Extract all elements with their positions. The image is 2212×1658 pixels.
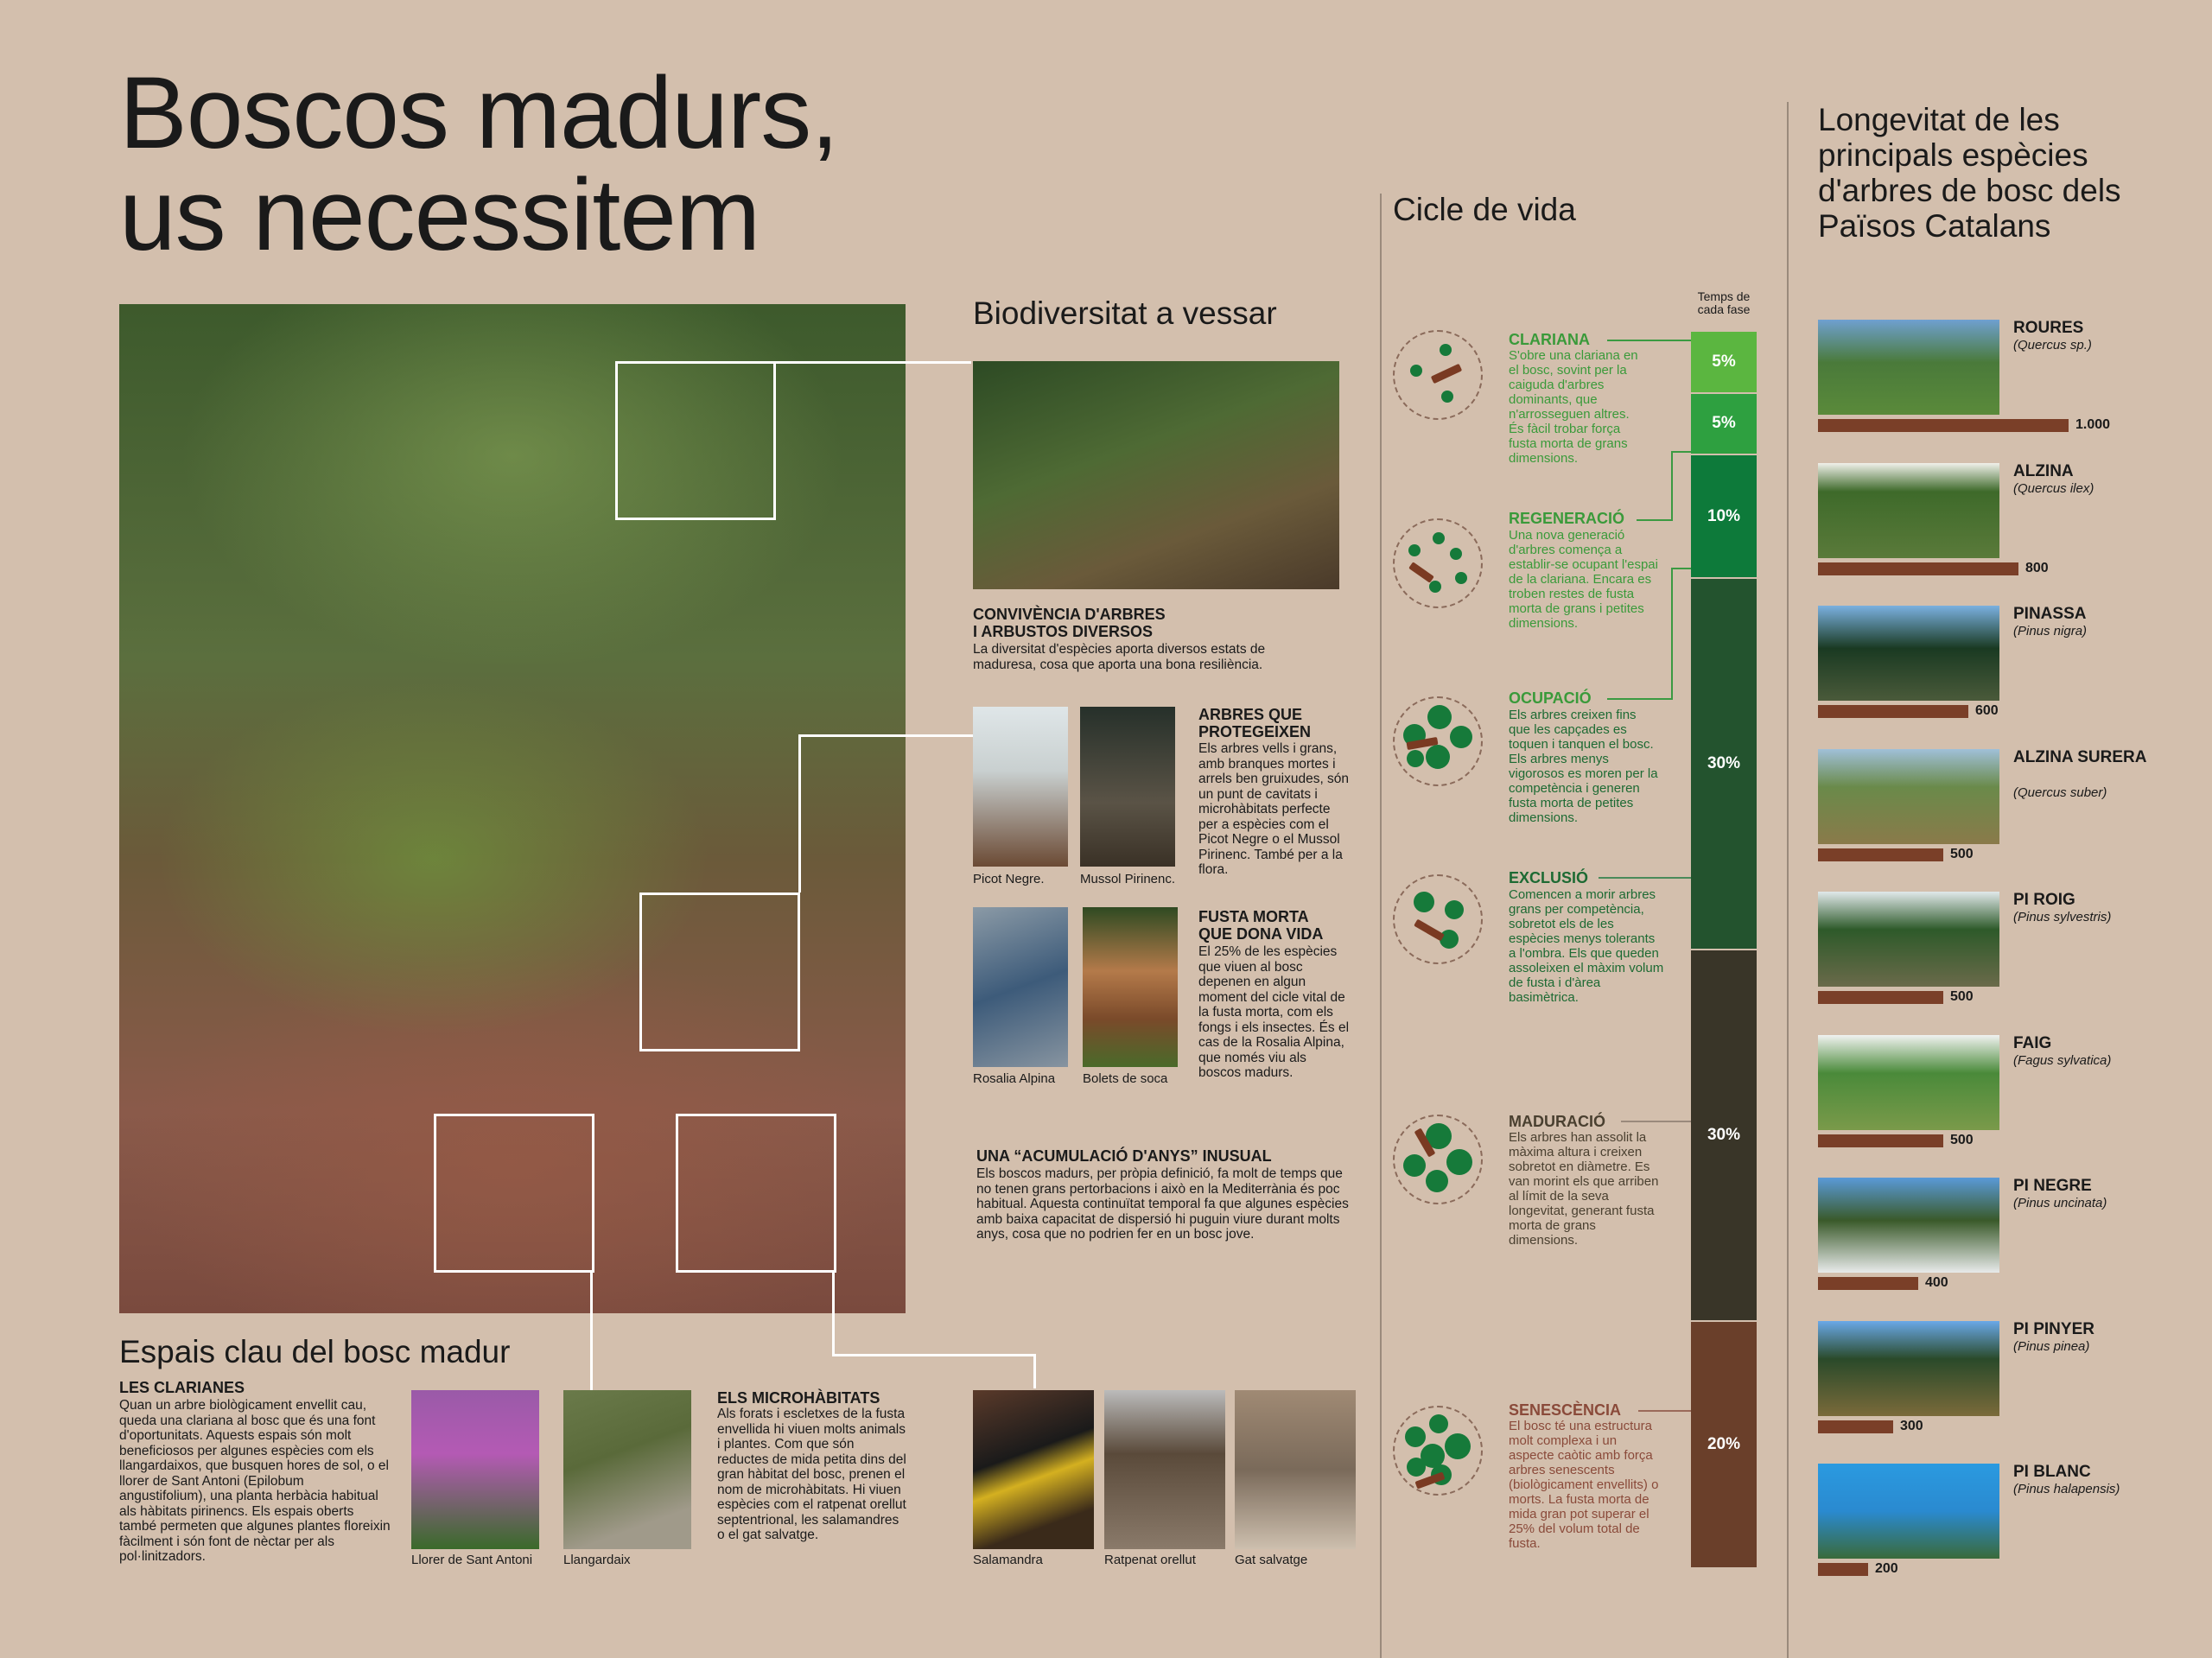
tree-photo <box>1818 1178 1999 1273</box>
tree-name: ROURES <box>2013 319 2084 337</box>
rosalia-photo <box>973 907 1068 1067</box>
connector-line <box>1671 451 1692 453</box>
connector-line <box>1033 1354 1036 1388</box>
fusta-title: FUSTA MORTA QUE DONA VIDA <box>1198 908 1324 943</box>
stage-name-exclusio: EXCLUSIÓ <box>1509 869 1589 886</box>
phase-segment <box>1691 394 1757 454</box>
tree-scientific-name: (Pinus nigra) <box>2013 624 2088 638</box>
longevity-bar <box>1818 1563 1868 1576</box>
connector-line <box>1671 568 1692 569</box>
connector-line <box>1671 451 1673 520</box>
longevitat-heading: Longevitat de les principals espècies d'arbres de bosc dels Països Catalans <box>1818 102 2121 245</box>
caption-picot: Picot Negre. <box>973 872 1045 886</box>
longevity-bar <box>1818 848 1943 861</box>
longevity-bar <box>1818 1277 1918 1290</box>
connector-line <box>1607 340 1692 341</box>
phase-percent: 30% <box>1707 1125 1741 1144</box>
stage-name-maduracio: MADURACIÓ <box>1509 1113 1605 1130</box>
tree-name: PI NEGRE <box>2013 1177 2092 1195</box>
tree-photo <box>1818 320 1999 415</box>
connector-line <box>1638 1410 1692 1412</box>
maduracio-icon <box>1393 1115 1483 1204</box>
tree-scientific-name: (Pinus pinea) <box>2013 1338 2090 1354</box>
column-divider <box>1787 102 1789 1658</box>
acum-title: UNA “ACUMULACIÓ D'ANYS” INUSUAL <box>976 1147 1272 1165</box>
tree-name: PI BLANC <box>2013 1463 2091 1481</box>
tree-scientific-name: (Quercus ilex) <box>2013 480 2094 496</box>
salamandra-photo <box>973 1390 1094 1549</box>
tree-scientific-name: (Pinus halapensis) <box>2013 1482 2120 1496</box>
connector-line <box>832 1354 1036 1356</box>
longevity-bar <box>1818 1420 1893 1433</box>
caption-ratpenat: Ratpenat orellut <box>1104 1553 1196 1567</box>
phase-segment <box>1691 1322 1757 1567</box>
tree-photo <box>1818 1464 1999 1559</box>
longevity-value: 800 <box>2025 560 2049 575</box>
tree-scientific-name: (Fagus sylvatica) <box>2013 1052 2112 1068</box>
phase-percent: 30% <box>1707 754 1741 773</box>
clar-title: LES CLARIANES <box>119 1379 245 1396</box>
tree-photo <box>1818 749 1999 844</box>
llorer-photo <box>411 1390 539 1549</box>
stage-name-clariana: CLARIANA <box>1509 331 1590 348</box>
tree-name: ALZINA SURERA <box>2013 747 2147 766</box>
regeneracio-icon <box>1393 518 1483 608</box>
caption-mussol: Mussol Pirinenc. <box>1080 872 1176 886</box>
longevity-value: 600 <box>1975 703 1999 718</box>
bolets-photo <box>1083 907 1178 1067</box>
picot-photo <box>973 707 1068 867</box>
connector-line <box>832 1273 835 1356</box>
longevity-value: 500 <box>1950 989 1974 1004</box>
phase-percent: 10% <box>1707 506 1741 525</box>
caption-llorer: Llorer de Sant Antoni <box>411 1553 533 1567</box>
tree-photo <box>1818 1035 1999 1130</box>
phase-segment <box>1691 950 1757 1320</box>
biodiversitat-heading: Biodiversitat a vessar <box>973 295 1277 331</box>
tree-photo <box>1818 606 1999 701</box>
llangardaix-photo <box>563 1390 691 1549</box>
caption-gat: Gat salvatge <box>1235 1553 1308 1567</box>
highlight-box-deadwood <box>639 893 800 1051</box>
ratpenat-photo <box>1104 1390 1225 1549</box>
stage-text-senescencia: El bosc té una estructura molt complexa i un aspecte caòtic amb força arbres senescents (biològicament envellits) o morts. La fusta morta de mida gran pot superar el 25% del volum total de fusta. <box>1509 1419 1659 1551</box>
arbres-text: Els arbres vells i grans, amb branques mortes i arrels ben gruixudes, són un punt de cavitats i microhàbitats perfecte per a espècies com el Picot Negre o el Mussol Pirinenc. També per a la flora. <box>1198 741 1350 877</box>
highlight-box-clearing <box>434 1114 594 1273</box>
senescencia-icon <box>1393 1406 1483 1496</box>
connector-line <box>1599 877 1692 879</box>
connector-line <box>1637 519 1673 521</box>
temps-label: Temps de cada fase <box>1697 289 1751 317</box>
tree-scientific-name: (Quercus sp.) <box>2013 338 2092 353</box>
acum-text: Els boscos madurs, per pròpia definició, fa molt de temps que no tenen grans pertorbacions i això en la Mediterrània és poc habitual. Aquesta continuïtat temporal fa que algunes espècies amb baixa capacitat de dispersió hi puguin viure durant molts anys, cosa que no podrien fer en un bosc jove. <box>976 1166 1349 1242</box>
fusta-text: El 25% de les espècies que viuen al bosc depenen en algun moment del cicle vital de la fusta morta, com els fongs i els insectes. És el cas de la Rosalia Alpina, que només viu als boscos madurs. <box>1198 944 1350 1080</box>
mixed-forest-photo <box>973 361 1339 589</box>
gat-photo <box>1235 1390 1356 1549</box>
tree-name: ALZINA <box>2013 461 2074 480</box>
caption-llangardaix: Llangardaix <box>563 1553 631 1567</box>
stage-name-ocupacio: OCUPACIÓ <box>1509 689 1592 707</box>
connector-line <box>1621 1121 1692 1122</box>
stage-name-senescencia: SENESCÈNCIA <box>1509 1401 1622 1419</box>
highlight-box-canopy <box>615 361 776 520</box>
caption-bolets: Bolets de soca <box>1083 1071 1168 1086</box>
phase-percent: 5% <box>1712 414 1736 433</box>
micro-text: Als forats i escletxes de la fusta envellida hi viuen molts animals i plantes. Com que són reductes de mida petita dins del gran hàbitat del bosc, prenen el nom de microhàbitats. Hi viuen espècies com el ratpenat orellut septentrional, les salamandres o el gat salvatge. <box>717 1407 906 1542</box>
connector-line <box>1671 568 1673 699</box>
longevity-bar <box>1818 419 2069 432</box>
column-divider <box>1380 194 1382 1658</box>
tree-name: PI PINYER <box>2013 1319 2094 1338</box>
connector-line <box>776 361 971 364</box>
phase-segment <box>1691 332 1757 392</box>
phase-segment <box>1691 455 1757 577</box>
ocupacio-icon <box>1393 696 1483 786</box>
page-title: Boscos madurs, us necessitem <box>119 56 838 272</box>
phase-percent: 20% <box>1707 1434 1741 1453</box>
exclusio-icon <box>1393 874 1483 964</box>
micro-title: ELS MICROHÀBITATS <box>717 1389 880 1407</box>
connector-line <box>798 734 801 893</box>
stage-text-exclusio: Comencen a morir arbres grans per competència, sobretot els de les espècies menys tolerants a l'ombra. Els que queden assoleixen el màxim volum de fusta i d'àrea basimètrica. <box>1509 887 1664 1005</box>
longevity-bar <box>1818 1134 1943 1147</box>
tree-scientific-name: (Pinus sylvestris) <box>2013 910 2112 924</box>
stage-text-clariana: S'obre una clariana en el bosc, sovint per la caiguda d'arbres dominants, que n'arrosseguen altres. És fàcil trobar força fusta morta de grans dimensions. <box>1509 348 1638 466</box>
longevity-bar <box>1818 562 2018 575</box>
conv-title: CONVIVÈNCIA D'ARBRES I ARBUSTOS DIVERSOS <box>973 606 1166 640</box>
longevity-bar <box>1818 705 1968 718</box>
connector-line <box>1607 698 1673 700</box>
tree-scientific-name: (Quercus suber) <box>2013 785 2107 800</box>
stage-text-maduracio: Els arbres han assolit la màxima altura i creixen sobretot en diàmetre. Es van morint els que arriben al límit de la seva longevitat, generant fusta morta de grans dimensions. <box>1509 1130 1659 1248</box>
longevity-value: 200 <box>1875 1561 1898 1576</box>
caption-rosalia: Rosalia Alpina <box>973 1071 1056 1086</box>
highlight-box-microhabitat <box>676 1114 836 1273</box>
tree-photo <box>1818 463 1999 558</box>
tree-scientific-name: (Pinus uncinata) <box>2013 1196 2107 1210</box>
clariana-icon <box>1393 330 1483 420</box>
longevity-value: 300 <box>1900 1418 1923 1433</box>
longevity-value: 400 <box>1925 1275 1948 1290</box>
tree-name: PINASSA <box>2013 605 2087 623</box>
connector-line <box>590 1273 593 1391</box>
mussol-photo <box>1080 707 1175 867</box>
tree-name: PI ROIG <box>2013 891 2075 909</box>
tree-photo <box>1818 892 1999 987</box>
longevity-value: 500 <box>1950 846 1974 861</box>
cicle-heading: Cicle de vida <box>1393 192 1576 227</box>
longevity-value: 1.000 <box>2075 417 2111 432</box>
longevity-bar <box>1818 991 1943 1004</box>
longevity-value: 500 <box>1950 1132 1974 1147</box>
espais-heading: Espais clau del bosc madur <box>119 1334 511 1369</box>
phase-segment <box>1691 579 1757 949</box>
conv-text: La diversitat d'espècies aporta diversos estats de maduresa, cosa que aporta una bona resiliència. <box>973 642 1266 672</box>
clar-text: Quan un arbre biològicament envellit cau, queda una clariana al bosc que és una font d'oportunitats. Aquests espais són molt beneficiosos per algunes espècies com els llangardaixos, que busquen hores de sol, o el llorer de Sant Antoni (Epilobum angustifolium), una planta herbàcia habitual als hàbitats pirinencs. Els espais oberts també permeten que algunes plantes floreixin fàcilment i són font de nèctar per als pol·linitzadors. <box>119 1398 391 1564</box>
phase-percent: 5% <box>1712 352 1736 371</box>
stage-name-regeneracio: REGENERACIÓ <box>1509 510 1625 527</box>
caption-salamandra: Salamandra <box>973 1553 1043 1567</box>
stage-text-ocupacio: Els arbres creixen fins que les capçades es toquen i tanquen el bosc. Els arbres menys vigorosos es moren per la competència i generen fusta morta de petites dimensions. <box>1509 708 1658 825</box>
arbres-title: ARBRES QUE PROTEGEIXEN <box>1198 706 1312 740</box>
connector-line <box>798 734 973 737</box>
stage-text-regeneracio: Una nova generació d'arbres comença a establir-se ocupant l'espai de la clariana. Encara es troben restes de fusta morta de grans i petites dimensions. <box>1509 528 1658 631</box>
tree-name: FAIG <box>2013 1033 2052 1052</box>
tree-photo <box>1818 1321 1999 1416</box>
